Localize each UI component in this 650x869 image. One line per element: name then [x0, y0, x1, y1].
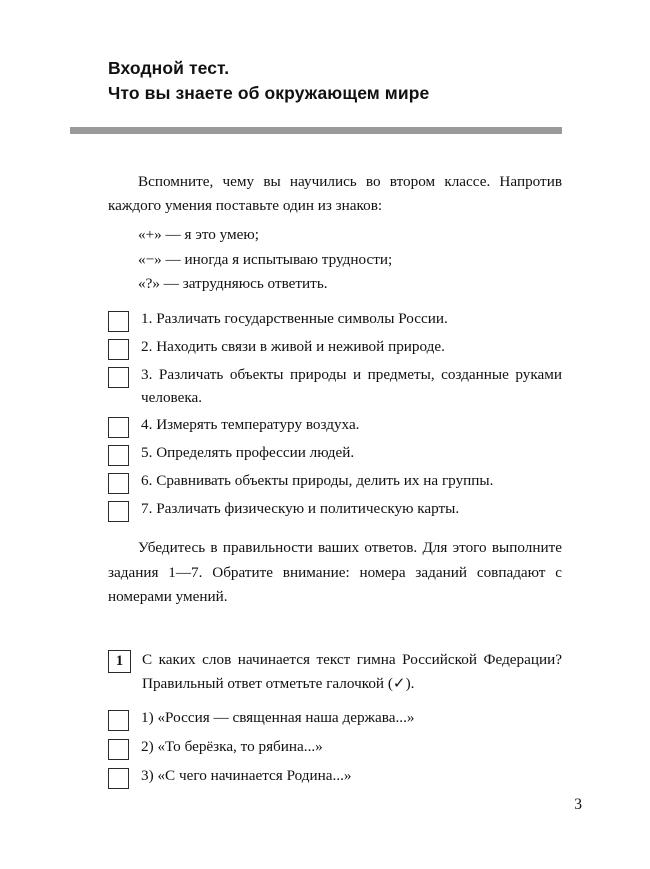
list-item[interactable]: [108, 469, 562, 494]
skill-checkbox[interactable]: [108, 367, 129, 388]
option-checkbox[interactable]: [108, 768, 129, 789]
option-label: 1) «Россия — священная наша держава...»: [141, 708, 415, 726]
title-divider: [70, 127, 562, 134]
task-options: [108, 706, 562, 789]
task-number-badge: 1: [108, 650, 131, 673]
skills-checklist: [108, 307, 562, 522]
sign-legend-item: «+» — я это умею;: [138, 226, 259, 243]
option-checkbox[interactable]: [108, 739, 129, 760]
skill-label: 6. Сравнивать объекты природы, делить их на группы.: [141, 472, 494, 489]
skill-checkbox[interactable]: [108, 473, 129, 494]
sign-legend-item: «?» — затрудняюсь ответить.: [138, 275, 328, 293]
skill-label: 1. Различать государственные символы России.: [141, 309, 448, 327]
skill-checkbox[interactable]: [108, 417, 129, 438]
task-header: [108, 648, 562, 697]
page-number: 3: [574, 796, 582, 813]
skill-label: 5. Определять профессии людей.: [141, 444, 355, 461]
note-paragraph: Убедитесь в правильности ваших ответов. Для этого выполните задания 1—7. Обратите внимание: номера заданий совпадают с номерами умений.: [108, 539, 562, 606]
task-question: С каких слов начинается текст гимна Российской Федерации? Правильный ответ отметьте галочкой (✓).: [142, 650, 562, 693]
skill-checkbox[interactable]: [108, 501, 129, 522]
list-item[interactable]: [108, 413, 562, 438]
skill-label: 2. Находить связи в живой и неживой природе.: [141, 337, 445, 355]
skill-checkbox[interactable]: [108, 339, 129, 360]
sign-legend: [108, 223, 562, 297]
page-title-line-2: Что вы знаете об окружающем мире: [108, 83, 430, 104]
skill-label: 7. Различать физическую и политическую карты.: [141, 500, 460, 517]
skill-label: 3. Различать объекты природы и предметы, созданные руками человека.: [141, 365, 562, 407]
sign-legend-item: «−» — иногда я испытываю трудности;: [138, 250, 393, 268]
task-1: [108, 648, 562, 789]
skill-checkbox[interactable]: [108, 311, 129, 332]
list-item[interactable]: [108, 764, 562, 789]
page-title-line-1: Входной тест.: [108, 58, 230, 78]
option-label: 3) «С чего начинается Родина...»: [141, 766, 352, 784]
list-item[interactable]: [108, 363, 562, 410]
list-item[interactable]: [108, 307, 562, 332]
option-label: 2) «То берёзка, то рябина...»: [141, 737, 323, 755]
option-checkbox[interactable]: [108, 710, 129, 731]
content-body: [108, 170, 562, 789]
intro-paragraph: Вспомните, чему вы научились во втором классе. Напротив каждого умения поставьте один из знаков:: [108, 172, 562, 215]
list-item[interactable]: [108, 706, 562, 731]
list-item[interactable]: [108, 497, 562, 522]
list-item[interactable]: [108, 441, 562, 466]
list-item[interactable]: [108, 335, 562, 360]
skill-label: 4. Измерять температуру воздуха.: [141, 416, 360, 433]
list-item[interactable]: [108, 735, 562, 760]
page-title: [108, 56, 562, 107]
skill-checkbox[interactable]: [108, 445, 129, 466]
